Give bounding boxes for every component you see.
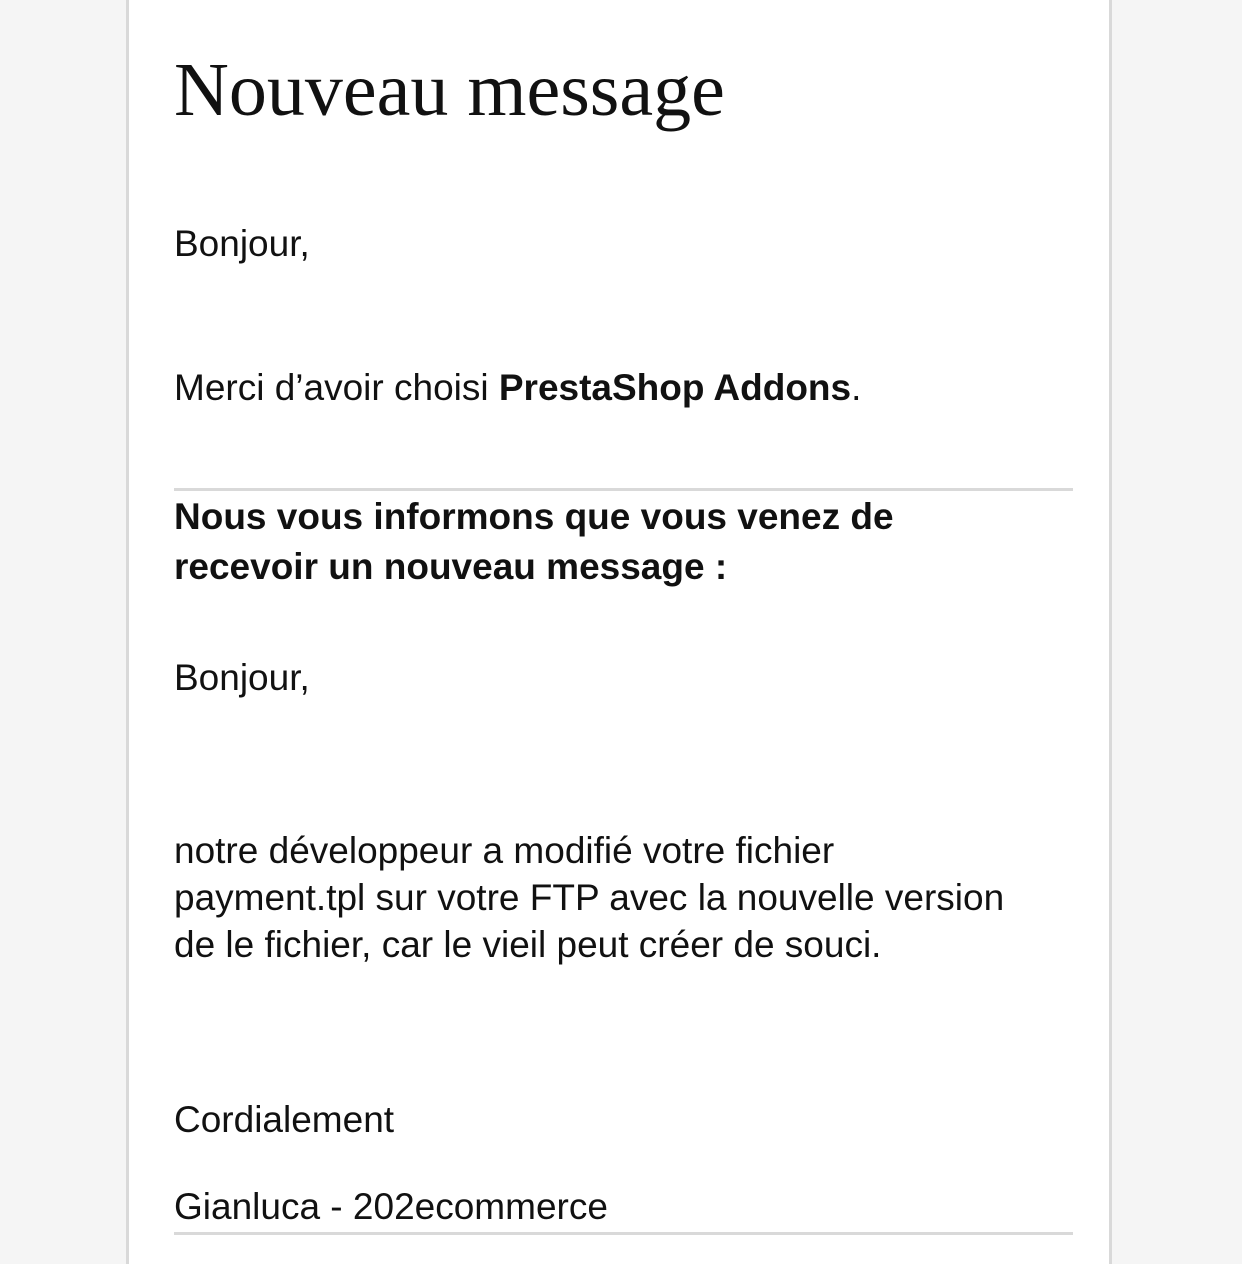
message-body-line3: de le fichier, car le vieil peut créer de souci. bbox=[174, 924, 882, 965]
message-signature: Gianluca - 202ecommerce bbox=[174, 1186, 608, 1227]
email-card bbox=[126, 0, 1112, 1264]
divider-top bbox=[174, 488, 1073, 491]
thanks-prefix: Merci d’avoir choisi bbox=[174, 367, 499, 408]
page-title: Nouveau message bbox=[174, 48, 725, 132]
notice-heading-line1: Nous vous informons que vous venez de bbox=[174, 496, 894, 537]
notice-heading-line2: recevoir un nouveau message : bbox=[174, 546, 728, 587]
thanks-text bbox=[174, 364, 1074, 412]
brand-name: PrestaShop Addons bbox=[498, 367, 852, 408]
divider-bottom bbox=[174, 1232, 1073, 1235]
message-body-line2: payment.tpl sur votre FTP avec la nouvelle version bbox=[174, 877, 1005, 918]
thanks-suffix: . bbox=[851, 367, 862, 408]
message-body-line1: notre développeur a modifié votre fichier bbox=[174, 830, 835, 871]
message-greeting: Bonjour, bbox=[174, 657, 310, 698]
greeting-text: Bonjour, bbox=[174, 223, 310, 264]
message-closing: Cordialement bbox=[174, 1099, 395, 1140]
